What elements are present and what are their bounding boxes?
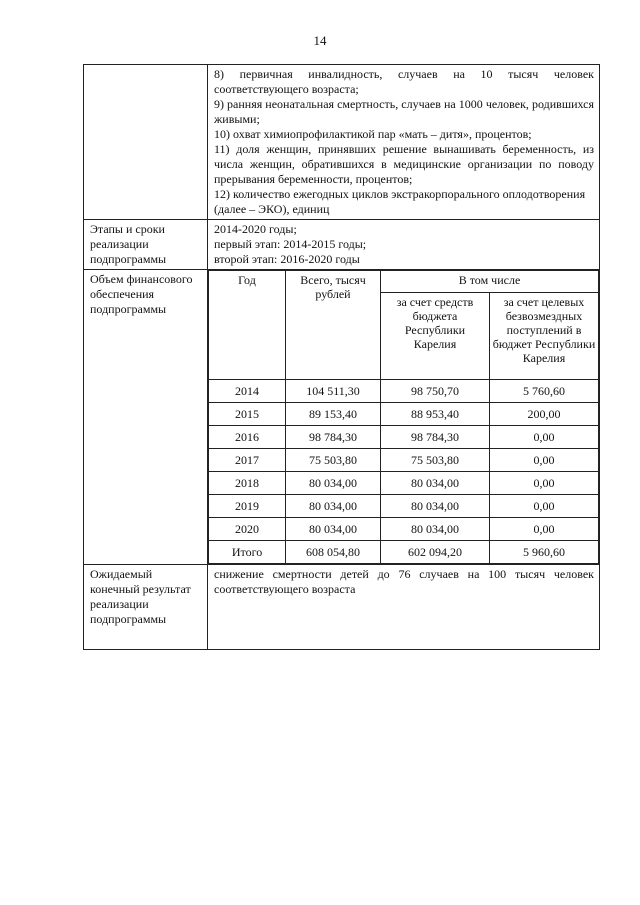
cell-grants: 0,00 bbox=[490, 518, 599, 541]
cell-budget: 80 034,00 bbox=[381, 472, 490, 495]
cell-grants: 0,00 bbox=[490, 472, 599, 495]
header-year: Год bbox=[209, 271, 286, 380]
cell-year: 2019 bbox=[209, 495, 286, 518]
table-row bbox=[209, 403, 599, 426]
cell-grants: 0,00 bbox=[490, 426, 599, 449]
table-row bbox=[209, 380, 599, 403]
cell-grants: 5 760,60 bbox=[490, 380, 599, 403]
financing-content bbox=[208, 270, 600, 565]
table-row bbox=[209, 472, 599, 495]
cell-grants: 200,00 bbox=[490, 403, 599, 426]
cell-year: 2018 bbox=[209, 472, 286, 495]
cell-budget: 98 784,30 bbox=[381, 426, 490, 449]
financing-table bbox=[208, 270, 599, 564]
stages-label: Этапы и сроки реализации подпрограммы bbox=[84, 220, 208, 270]
result-label: Ожидаемый конечный результат реализации подпрограммы bbox=[84, 565, 208, 650]
cell-budget: 80 034,00 bbox=[381, 518, 490, 541]
cell-grants: 0,00 bbox=[490, 449, 599, 472]
stages-line: 2014-2020 годы; bbox=[214, 222, 297, 236]
cell-total: 98 784,30 bbox=[286, 426, 381, 449]
indicator-item: 12) количество ежегодных циклов экстракорпорального оплодотворения (далее – ЭКО), единиц bbox=[214, 187, 586, 216]
financing-label: Объем финансового обеспечения подпрограммы bbox=[84, 270, 208, 565]
page-number: 14 bbox=[313, 33, 327, 48]
financing-header-row bbox=[209, 271, 599, 293]
cell-total: 608 054,80 bbox=[286, 541, 381, 564]
indicators-label bbox=[84, 65, 208, 220]
subprogram-passport-table bbox=[83, 64, 600, 650]
header-including: В том числе bbox=[381, 271, 599, 293]
stages-content bbox=[208, 220, 600, 270]
cell-total: 80 034,00 bbox=[286, 472, 381, 495]
indicator-item: 10) охват химиопрофилактикой пар «мать – дитя», процентов; bbox=[214, 127, 532, 141]
result-row bbox=[84, 565, 600, 650]
table-row bbox=[209, 495, 599, 518]
header-grants: за счет целевых безвозмездных поступлений в бюджет Республики Карелия bbox=[490, 293, 599, 380]
cell-budget: 98 750,70 bbox=[381, 380, 490, 403]
result-content bbox=[208, 565, 600, 650]
cell-total: 80 034,00 bbox=[286, 518, 381, 541]
cell-total: 89 153,40 bbox=[286, 403, 381, 426]
table-row bbox=[209, 426, 599, 449]
cell-total: 104 511,30 bbox=[286, 380, 381, 403]
cell-year: Итого bbox=[209, 541, 286, 564]
cell-grants: 5 960,60 bbox=[490, 541, 599, 564]
cell-budget: 88 953,40 bbox=[381, 403, 490, 426]
cell-total: 80 034,00 bbox=[286, 495, 381, 518]
indicator-item: 8) первичная инвалидность, случаев на 10 тысяч человек соответствующего возраста; bbox=[214, 67, 594, 96]
table-row bbox=[209, 518, 599, 541]
stages-line: второй этап: 2016-2020 годы bbox=[214, 252, 360, 266]
stages-line: первый этап: 2014-2015 годы; bbox=[214, 237, 367, 251]
table-row bbox=[209, 449, 599, 472]
header-budget: за счет средств бюджета Республики Карелия bbox=[381, 293, 490, 380]
cell-year: 2020 bbox=[209, 518, 286, 541]
cell-grants: 0,00 bbox=[490, 495, 599, 518]
cell-year: 2015 bbox=[209, 403, 286, 426]
indicators-content bbox=[208, 65, 600, 220]
result-text: снижение смертности детей до 76 случаев на 100 тысяч человек соответствующего возраста bbox=[214, 567, 594, 596]
table-row-total bbox=[209, 541, 599, 564]
indicator-item: 11) доля женщин, принявших решение вынашивать беременность, из числа женщин, обратившихся в медицинские организации по поводу прерывания беременности, процентов; bbox=[214, 142, 594, 186]
financing-row bbox=[84, 270, 600, 565]
header-total: Всего, тысяч рублей bbox=[286, 271, 381, 380]
cell-budget: 602 094,20 bbox=[381, 541, 490, 564]
cell-total: 75 503,80 bbox=[286, 449, 381, 472]
cell-year: 2016 bbox=[209, 426, 286, 449]
stages-row bbox=[84, 220, 600, 270]
cell-year: 2017 bbox=[209, 449, 286, 472]
cell-budget: 75 503,80 bbox=[381, 449, 490, 472]
indicator-item: 9) ранняя неонатальная смертность, случаев на 1000 человек, родившихся живыми; bbox=[214, 97, 594, 126]
cell-year: 2014 bbox=[209, 380, 286, 403]
cell-budget: 80 034,00 bbox=[381, 495, 490, 518]
indicators-row bbox=[84, 65, 600, 220]
